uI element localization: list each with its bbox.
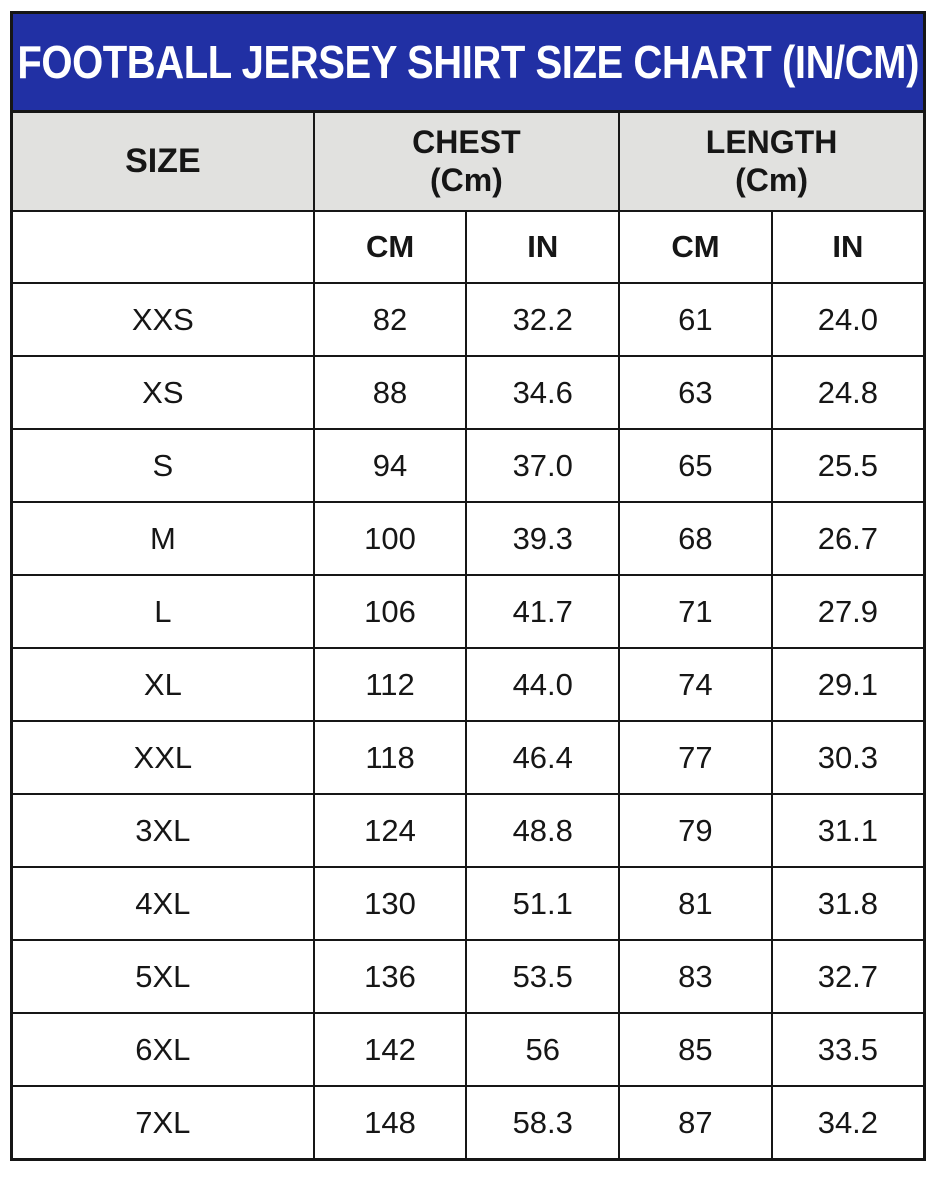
length-in-cell: 25.5 bbox=[772, 429, 925, 502]
chest-cm-cell: 118 bbox=[314, 721, 467, 794]
chart-title: FOOTBALL JERSEY SHIRT SIZE CHART (IN/CM) bbox=[17, 36, 919, 88]
chest-in-cell: 44.0 bbox=[466, 648, 619, 721]
table-row bbox=[12, 356, 925, 429]
chest-in-cell: 37.0 bbox=[466, 429, 619, 502]
column-header-size: SIZE bbox=[12, 112, 314, 212]
length-cm-cell: 61 bbox=[619, 283, 772, 356]
length-cm-cell: 79 bbox=[619, 794, 772, 867]
table-row bbox=[12, 940, 925, 1013]
length-cm-cell: 63 bbox=[619, 356, 772, 429]
chest-cm-cell: 94 bbox=[314, 429, 467, 502]
chest-in-cell: 34.6 bbox=[466, 356, 619, 429]
length-cm-cell: 83 bbox=[619, 940, 772, 1013]
table-row bbox=[12, 867, 925, 940]
length-in-cell: 24.0 bbox=[772, 283, 925, 356]
length-cm-header: CM bbox=[619, 211, 772, 283]
length-label: LENGTH bbox=[705, 123, 838, 160]
chest-in-cell: 51.1 bbox=[466, 867, 619, 940]
size-cell: S bbox=[12, 429, 314, 502]
size-cell: XXL bbox=[12, 721, 314, 794]
size-cell: 4XL bbox=[12, 867, 314, 940]
size-cell: XL bbox=[12, 648, 314, 721]
chest-in-cell: 39.3 bbox=[466, 502, 619, 575]
length-in-cell: 27.9 bbox=[772, 575, 925, 648]
table-row bbox=[12, 721, 925, 794]
size-cell: L bbox=[12, 575, 314, 648]
table-row bbox=[12, 283, 925, 356]
length-in-cell: 24.8 bbox=[772, 356, 925, 429]
table-row bbox=[12, 648, 925, 721]
table-row bbox=[12, 794, 925, 867]
length-cm-cell: 71 bbox=[619, 575, 772, 648]
chart-title-bar bbox=[10, 11, 926, 110]
length-in-cell: 30.3 bbox=[772, 721, 925, 794]
chest-in-cell: 48.8 bbox=[466, 794, 619, 867]
table-row bbox=[12, 429, 925, 502]
chest-cm-cell: 100 bbox=[314, 502, 467, 575]
length-cm-cell: 74 bbox=[619, 648, 772, 721]
size-chart-body bbox=[12, 283, 925, 1160]
table-row bbox=[12, 575, 925, 648]
chest-cm-cell: 124 bbox=[314, 794, 467, 867]
size-cell: 5XL bbox=[12, 940, 314, 1013]
chest-cm-cell: 88 bbox=[314, 356, 467, 429]
chest-cm-cell: 106 bbox=[314, 575, 467, 648]
chest-cm-header: CM bbox=[314, 211, 467, 283]
size-cell: 6XL bbox=[12, 1013, 314, 1086]
chest-in-cell: 46.4 bbox=[466, 721, 619, 794]
length-cm-cell: 81 bbox=[619, 867, 772, 940]
size-cell: XS bbox=[12, 356, 314, 429]
column-header-length bbox=[619, 112, 924, 212]
group-header-row bbox=[12, 112, 925, 212]
length-in-cell: 31.8 bbox=[772, 867, 925, 940]
chest-unit-label: (Cm) bbox=[429, 161, 503, 198]
column-header-chest bbox=[314, 112, 619, 212]
length-cm-cell: 85 bbox=[619, 1013, 772, 1086]
chest-in-cell: 41.7 bbox=[466, 575, 619, 648]
chest-cm-cell: 112 bbox=[314, 648, 467, 721]
chest-in-cell: 32.2 bbox=[466, 283, 619, 356]
table-row bbox=[12, 1086, 925, 1160]
size-chart-table bbox=[10, 110, 926, 1161]
length-in-cell: 34.2 bbox=[772, 1086, 925, 1160]
chest-in-cell: 53.5 bbox=[466, 940, 619, 1013]
chest-cm-cell: 82 bbox=[314, 283, 467, 356]
length-in-cell: 26.7 bbox=[772, 502, 925, 575]
length-cm-cell: 77 bbox=[619, 721, 772, 794]
table-row bbox=[12, 1013, 925, 1086]
size-cell: 3XL bbox=[12, 794, 314, 867]
chest-cm-cell: 136 bbox=[314, 940, 467, 1013]
size-cell: 7XL bbox=[12, 1086, 314, 1160]
chest-cm-cell: 130 bbox=[314, 867, 467, 940]
size-cell: M bbox=[12, 502, 314, 575]
length-in-cell: 32.7 bbox=[772, 940, 925, 1013]
chest-cm-cell: 148 bbox=[314, 1086, 467, 1160]
table-row bbox=[12, 502, 925, 575]
length-cm-cell: 87 bbox=[619, 1086, 772, 1160]
length-in-header: IN bbox=[772, 211, 925, 283]
length-in-cell: 33.5 bbox=[772, 1013, 925, 1086]
length-in-cell: 29.1 bbox=[772, 648, 925, 721]
length-in-cell: 31.1 bbox=[772, 794, 925, 867]
chest-cm-cell: 142 bbox=[314, 1013, 467, 1086]
sub-header-row bbox=[12, 211, 925, 283]
length-cm-cell: 68 bbox=[619, 502, 772, 575]
size-cell: XXS bbox=[12, 283, 314, 356]
chest-label: CHEST bbox=[412, 123, 521, 160]
chest-in-cell: 56 bbox=[466, 1013, 619, 1086]
length-unit-label: (Cm) bbox=[735, 161, 808, 198]
chest-in-cell: 58.3 bbox=[466, 1086, 619, 1160]
chest-in-header: IN bbox=[466, 211, 619, 283]
length-cm-cell: 65 bbox=[619, 429, 772, 502]
empty-subheader-cell bbox=[12, 211, 314, 283]
